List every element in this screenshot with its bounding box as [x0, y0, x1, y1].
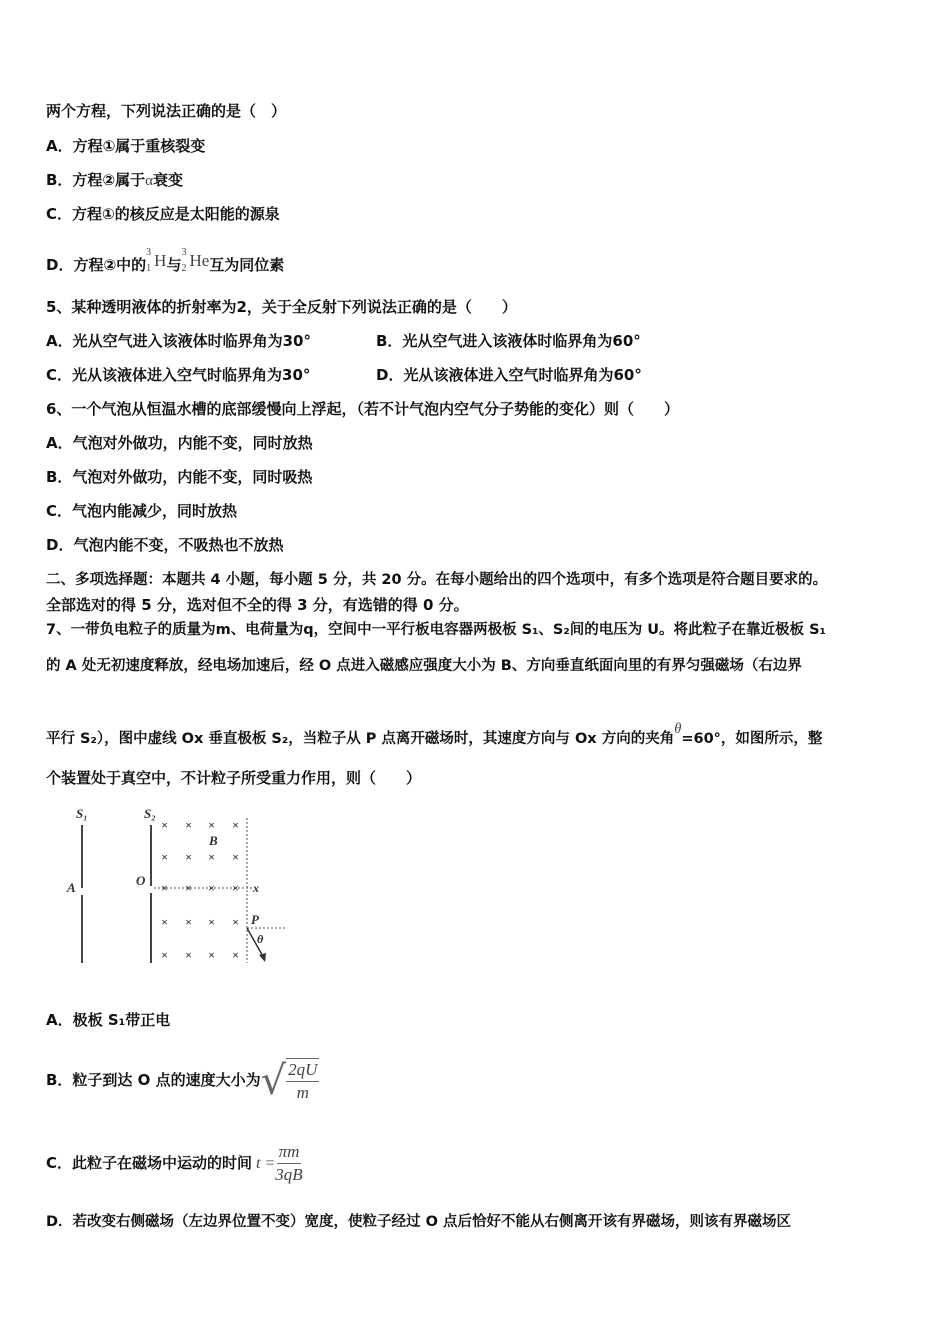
- q7-stem-line2: 的 A 处无初速度释放，经电场加速后，经 O 点进入磁感应强度大小为 B、方向垂直纸面向里的有界匀强磁场（右边界: [46, 658, 802, 674]
- option-text: 互为同位素: [209, 256, 285, 274]
- q6-option-c: C．气泡内能减少，同时放热: [46, 502, 238, 520]
- stem-text: 平行 S₂），图中虚线 Ox 垂直极板 S₂，当粒子从 P 点离开磁场时，其速度方向与 Ox 方向的夹角: [46, 731, 675, 747]
- label-p: P: [251, 912, 259, 927]
- field-cross: ×: [208, 818, 215, 832]
- field-cross: ×: [232, 818, 239, 832]
- field-cross: ×: [232, 948, 239, 962]
- radical-sign: √: [260, 1057, 287, 1104]
- label-b: B: [209, 833, 218, 848]
- label-o: O: [136, 873, 146, 888]
- denominator: 3qB: [275, 1165, 303, 1184]
- q7-option-b: [46, 1050, 319, 1110]
- q7-option-d: D．若改变右侧磁场（左边界位置不变）宽度，使粒子经过 O 点后恰好不能从右侧离开该有界磁场，则该有界磁场区: [46, 1214, 791, 1230]
- option-text: 衰变: [153, 171, 184, 189]
- field-cross: ×: [161, 818, 168, 832]
- q4-option-d: [46, 247, 285, 275]
- theta-symbol: θ: [674, 721, 682, 737]
- q4-option-c: C．方程①的核反应是太阳能的源泉: [46, 205, 280, 223]
- numerator: πm: [277, 1141, 302, 1164]
- field-cross: ×: [208, 915, 215, 929]
- element-symbol: H: [154, 251, 167, 270]
- q7-option-c: [46, 1133, 303, 1194]
- option-text: B．方程②属于: [46, 171, 146, 189]
- field-cross: ×: [232, 881, 239, 895]
- field-cross: ×: [185, 948, 192, 962]
- q4-stem: 两个方程，下列说法正确的是（ ）: [46, 102, 287, 120]
- capacitor-magnetic-field-figure: [40, 800, 300, 980]
- q7-stem-line3: [46, 719, 822, 749]
- formula-lhs: t =: [256, 1155, 276, 1172]
- option-text: C．此粒子在磁场中运动的时间: [46, 1154, 253, 1172]
- label-x: x: [253, 881, 259, 895]
- q5-option-b: B．光从空气进入该液体时临界角为60°: [376, 332, 641, 350]
- field-cross: ×: [208, 850, 215, 864]
- q4-option-b: [46, 170, 183, 191]
- arrow-head: [259, 953, 266, 962]
- field-cross: ×: [161, 915, 168, 929]
- denominator: m: [296, 1082, 309, 1102]
- q6-option-a: A．气泡对外做功，内能不变，同时放热: [46, 434, 313, 452]
- field-cross: ×: [185, 881, 192, 895]
- field-crosses: [161, 818, 239, 962]
- field-cross: ×: [232, 915, 239, 929]
- label-theta: θ: [257, 932, 264, 946]
- atomic-number: 1: [146, 263, 152, 274]
- option-text: 与: [166, 256, 182, 274]
- field-cross: ×: [161, 881, 168, 895]
- alpha-symbol: α: [145, 173, 153, 189]
- option-text: D．方程②中的: [46, 256, 147, 274]
- label-s2: S₂: [144, 806, 156, 821]
- q5-stem: 5、某种透明液体的折射率为2，关于全反射下列说法正确的是（ ）: [46, 298, 517, 316]
- field-cross: ×: [185, 850, 192, 864]
- q6-option-d: D．气泡内能不变，不吸热也不放热: [46, 536, 284, 554]
- q5-option-c: C．光从该液体进入空气时临界角为30°: [46, 366, 311, 384]
- numerator: 2qU: [286, 1059, 319, 1082]
- field-cross: ×: [185, 915, 192, 929]
- section2-heading: 二、多项选择题：本题共 4 小题，每小题 5 分，共 20 分。在每小题给出的四个选项中，有多个选项是符合题目要求的。: [46, 572, 828, 588]
- q6-option-b: B．气泡对外做功，内能不变，同时吸热: [46, 468, 313, 486]
- label-s1: S₁: [76, 806, 88, 821]
- stem-text: =60°，如图所示，整: [681, 731, 823, 747]
- atomic-number: 2: [181, 263, 187, 274]
- q7-option-a: A．极板 S₁带正电: [46, 1011, 171, 1029]
- isotope-h3: [146, 247, 167, 274]
- isotope-he3: [181, 247, 210, 274]
- mass-number: 3: [181, 247, 187, 258]
- mass-number: 3: [146, 247, 152, 258]
- element-symbol: He: [189, 251, 210, 270]
- section2-rules: 全部选对的得 5 分，选对但不全的得 3 分，有选错的得 0 分。: [46, 596, 469, 614]
- field-cross: ×: [185, 818, 192, 832]
- option-text: B．粒子到达 O 点的速度大小为: [46, 1071, 261, 1089]
- field-cross: ×: [208, 948, 215, 962]
- q5-option-d: D．光从该液体进入空气时临界角为60°: [376, 366, 642, 384]
- field-cross: ×: [161, 850, 168, 864]
- field-cross: ×: [161, 948, 168, 962]
- field-cross: ×: [232, 850, 239, 864]
- q7-stem-line4: 个装置处于真空中，不计粒子所受重力作用，则（ ）: [46, 769, 422, 787]
- q7-stem-line1: 7、一带负电粒子的质量为m、电荷量为q，空间中一平行板电容器两极板 S₁、S₂间的电压为 U。将此粒子在靠近极板 S₁: [46, 622, 826, 638]
- sqrt-formula: [261, 1058, 320, 1104]
- q4-option-a: A．方程①属于重核裂变: [46, 137, 206, 155]
- field-cross: ×: [208, 881, 215, 895]
- label-a: A: [67, 880, 76, 895]
- q5-option-a: A．光从空气进入该液体时临界角为30°: [46, 332, 311, 350]
- q6-stem: 6、一个气泡从恒温水槽的底部缓慢向上浮起，（若不计气泡内空气分子势能的变化）则（ ）: [46, 400, 679, 418]
